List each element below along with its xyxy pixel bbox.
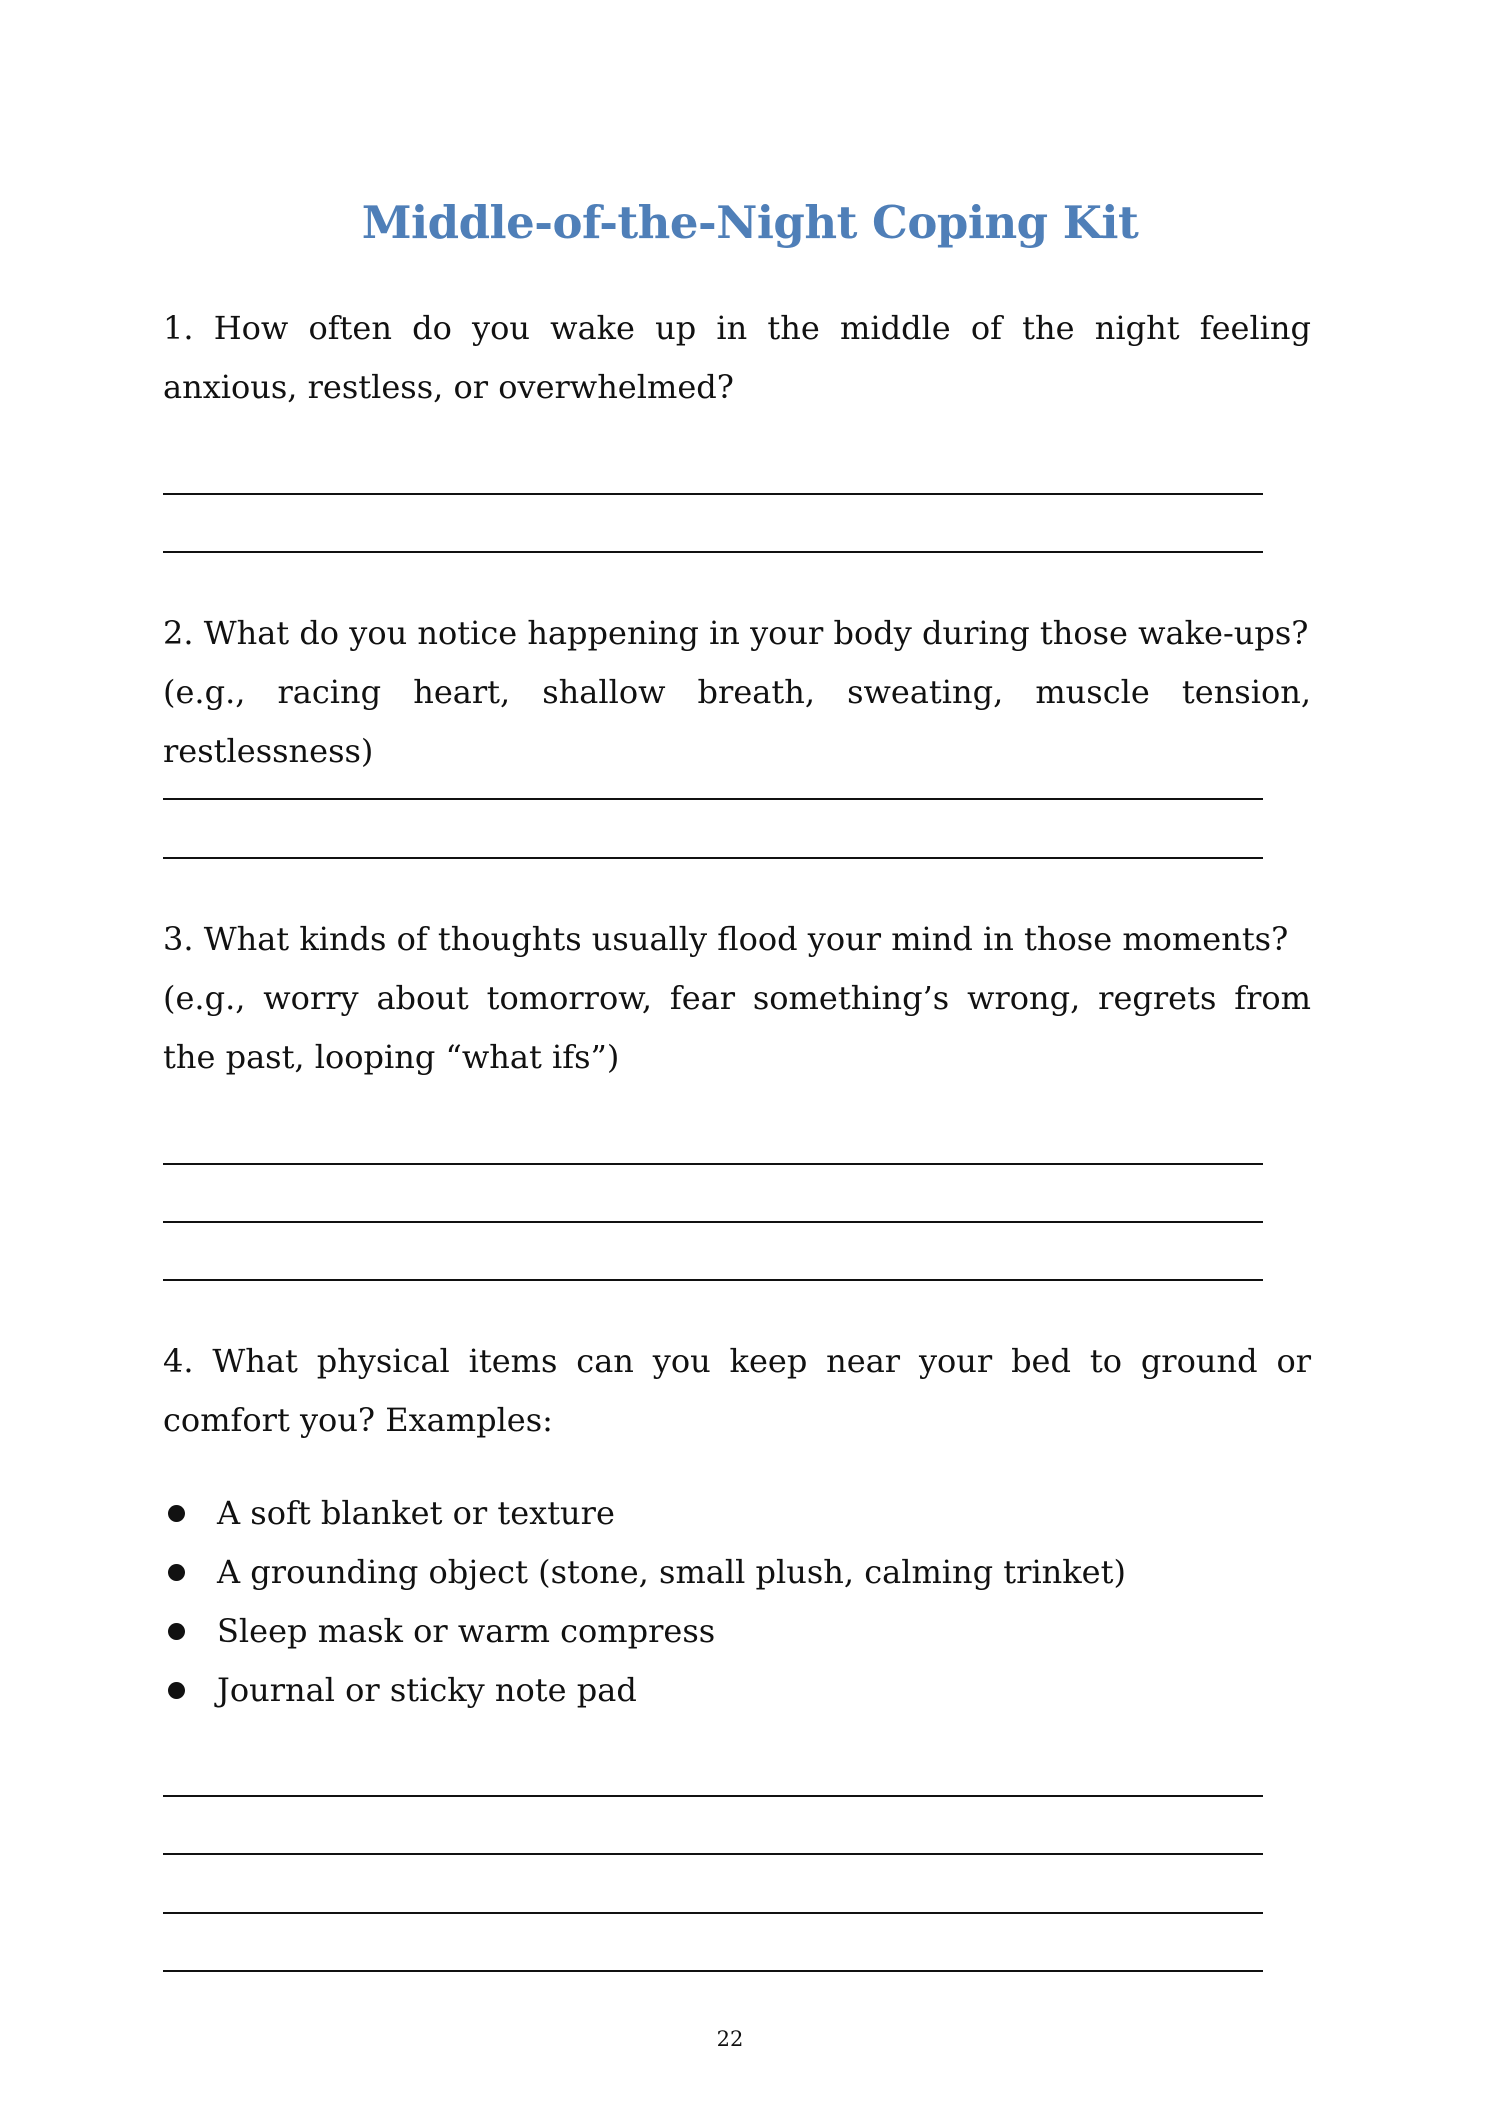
bullet-icon bbox=[168, 1682, 185, 1699]
answer-line[interactable] bbox=[163, 1912, 1263, 1914]
bullet-icon bbox=[168, 1564, 185, 1581]
answer-line[interactable] bbox=[163, 551, 1263, 553]
list-item bbox=[163, 1543, 1311, 1602]
answer-line[interactable] bbox=[163, 1795, 1263, 1797]
examples-list bbox=[163, 1484, 1311, 1720]
list-item-label: Sleep mask or warm compress bbox=[217, 1612, 716, 1650]
question-4 bbox=[163, 1332, 1311, 1450]
question-1 bbox=[163, 299, 1311, 417]
question-4-text: 4. What physical items can you keep near your bed to ground or comfort you? Examples: bbox=[163, 1342, 1311, 1439]
question-2-text: 2. What do you notice happening in your body during those wake-ups? bbox=[163, 614, 1309, 652]
question-3-text: 3. What kinds of thoughts usually flood your mind in those moments? bbox=[163, 920, 1289, 958]
page-number: 22 bbox=[716, 2027, 744, 2051]
answer-line[interactable] bbox=[163, 857, 1263, 859]
list-item bbox=[163, 1484, 1311, 1543]
answer-line[interactable] bbox=[163, 798, 1263, 800]
answer-line[interactable] bbox=[163, 1279, 1263, 1281]
page-title: Middle-of-the-Night Coping Kit bbox=[361, 196, 1139, 249]
question-2-example: (e.g., racing heart, shallow breath, sweating, muscle tension, restlessness) bbox=[163, 673, 1311, 770]
bullet-icon bbox=[168, 1623, 185, 1640]
list-item bbox=[163, 1602, 1311, 1661]
list-item-label: Journal or sticky note pad bbox=[217, 1671, 637, 1709]
answer-line[interactable] bbox=[163, 1970, 1263, 1972]
question-2 bbox=[163, 604, 1311, 781]
answer-line[interactable] bbox=[163, 493, 1263, 495]
list-item-label: A grounding object (stone, small plush, calming trinket) bbox=[217, 1553, 1126, 1591]
question-3-example: (e.g., worry about tomorrow, fear something’s wrong, regrets from the past, looping “what ifs”) bbox=[163, 979, 1311, 1076]
answer-line[interactable] bbox=[163, 1221, 1263, 1223]
answer-line[interactable] bbox=[163, 1853, 1263, 1855]
list-item bbox=[163, 1661, 1311, 1720]
list-item-label: A soft blanket or texture bbox=[217, 1494, 615, 1532]
answer-line[interactable] bbox=[163, 1163, 1263, 1165]
bullet-icon bbox=[168, 1505, 185, 1522]
question-3 bbox=[163, 910, 1311, 1087]
question-1-text: 1. How often do you wake up in the middle of the night feeling anxious, restless, or overwhelmed? bbox=[163, 309, 1311, 406]
